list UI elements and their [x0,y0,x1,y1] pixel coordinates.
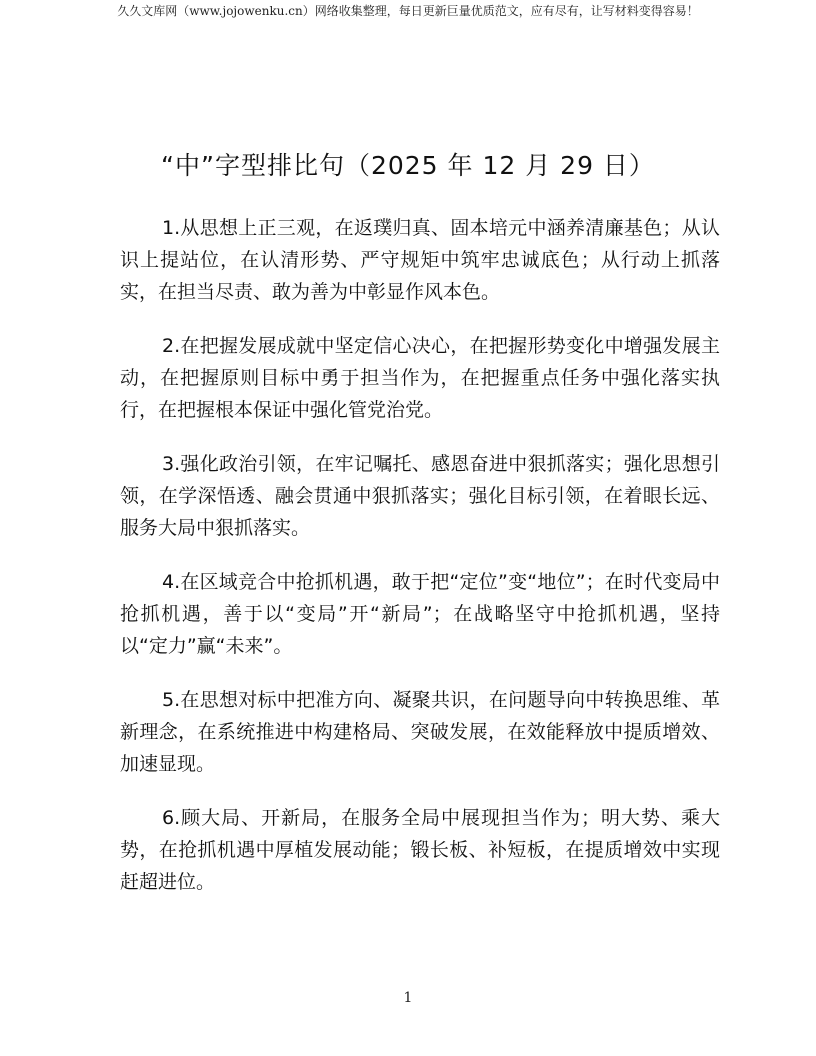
header-note: 久久文库网（www.jojowenku.cn）网络收集整理，每日更新巨量优质范文，应有尽有，让写材料变得容易！ [117,4,699,18]
paragraph-1: 1.从思想上正三观，在返璞归真、固本培元中涵养清廉基色；从认识上提站位，在认清形势、严守规矩中筑牢忠诚底色；从行动上抓落实，在担当尽责、敢为善为中彰显作风本色。 [120,217,720,303]
page-number: 1 [403,990,413,1006]
document-body [120,212,720,920]
paragraph-4: 4.在区域竞合中抢抓机遇，敢于把“定位”变“地位”；在时代变局中抢抓机遇，善于以“变局”开“新局”；在战略坚守中抢抓机遇，坚持以“定力”赢“未来”。 [120,571,720,657]
paragraph-5: 5.在思想对标中把准方向、凝聚共识，在问题导向中转换思维、革新理念，在系统推进中构建格局、突破发展，在效能释放中提质增效、加速显现。 [120,689,720,775]
paragraph-2: 2.在把握发展成就中坚定信心决心，在把握形势变化中增强发展主动，在把握原则目标中勇于担当作为，在把握重点任务中强化落实执行，在把握根本保证中强化管党治党。 [120,335,720,421]
document-title: “中”字型排比句（2025 年 12 月 29 日） [161,151,655,180]
paragraph-6: 6.顾大局、开新局，在服务全局中展现担当作为；明大势、乘大势，在抢抓机遇中厚植发展动能；锻长板、补短板，在提质增效中实现赶超进位。 [120,807,720,893]
paragraph-3: 3.强化政治引领，在牢记嘱托、感恩奋进中狠抓落实；强化思想引领，在学深悟透、融会贯通中狠抓落实；强化目标引领，在着眼长远、服务大局中狠抓落实。 [120,453,720,539]
